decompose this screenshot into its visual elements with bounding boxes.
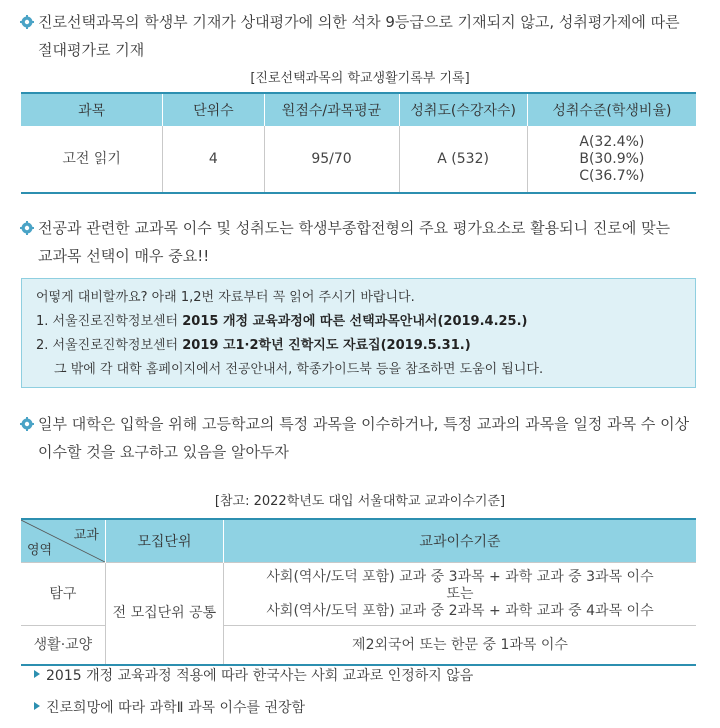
- corner-subject-label: 교과: [73, 528, 99, 543]
- table-row: [21, 563, 696, 626]
- level-c: C(36.7%): [579, 167, 645, 184]
- note-intro: 어떻게 대비할까요? 아래 1,2번 자료부터 꼭 읽어 주시기 바랍니다.: [36, 290, 415, 305]
- cell-area-inquiry: 탐구: [21, 563, 105, 626]
- cell-units: 4: [163, 126, 264, 193]
- note-item-1-prefix: 1. 서울진로진학정보센터: [36, 314, 183, 329]
- table-1-caption: [진로선택과목의 학교생활기록부 기록]: [250, 71, 470, 86]
- cell-subject: 고전 읽기: [62, 150, 121, 167]
- note-item-1: [36, 310, 695, 334]
- bullet-2-line-1: 전공과 관련한 교과목 이수 및 성취도는 학생부종합전형의 주요 평가요소로 활용되니 진로에 맞는: [38, 219, 671, 237]
- header-units: 단위수: [163, 93, 264, 126]
- bullet-1-line-2: 절대평가로 기재: [38, 41, 145, 59]
- header-criteria: 교과이수기준: [224, 519, 697, 563]
- criteria-line-2: 사회(역사/도덕 포함) 교과 중 2과목 + 과학 교과 중 4과목 이수: [266, 602, 654, 619]
- table-row: [21, 126, 696, 193]
- table-header-row: [21, 519, 696, 563]
- criteria-line-1: 사회(역사/도덕 포함) 교과 중 3과목 + 과학 교과 중 3과목 이수: [266, 568, 654, 585]
- level-b: B(30.9%): [579, 150, 645, 167]
- header-achievement: 성취도(수강자수): [399, 93, 527, 126]
- bullet-3-line-2: 이수할 것을 요구하고 있음을 알아두자: [38, 443, 289, 461]
- criteria-or: 또는: [446, 585, 474, 602]
- gear-icon: [20, 221, 34, 235]
- gear-icon: [20, 15, 34, 29]
- cell-area-liberal: 생활·교양: [21, 626, 105, 666]
- footnote-2: [46, 697, 305, 717]
- header-unit: 모집단위: [105, 519, 223, 563]
- header-score: 원점수/과목평균: [264, 93, 399, 126]
- bullet-paragraph-2: [38, 214, 698, 270]
- cell-unit-common: 전 모집단위 공통: [105, 563, 223, 666]
- bullet-paragraph-3: [38, 410, 698, 466]
- note-item-2: [36, 334, 695, 358]
- footnote-2-text: 진로희망에 따라 과학Ⅱ 과목 이수를 권장함: [46, 700, 306, 716]
- note-item-2-prefix: 2. 서울진로진학정보센터: [36, 338, 183, 353]
- level-a: A(32.4%): [579, 133, 645, 150]
- footnote-1-text: 2015 개정 교육과정 적용에 따라 한국사는 사회 교과로 인정하지 않음: [46, 668, 474, 684]
- bullet-2-line-2: 교과목 선택이 매우 중요!!: [38, 247, 210, 265]
- gear-icon: [20, 417, 34, 431]
- cell-criteria-inquiry: [224, 563, 697, 626]
- school-record-table: [21, 92, 696, 194]
- note-extra: 그 밖에 각 대학 홈페이지에서 전공안내서, 학종가이드북 등을 참조하면 도움이 됩니다.: [54, 362, 544, 377]
- bullet-paragraph-1: [38, 8, 698, 64]
- triangle-right-icon: [34, 702, 40, 710]
- snu-course-criteria-table: [21, 518, 696, 666]
- cell-levels: [527, 126, 696, 193]
- cell-achievement: A (532): [399, 126, 527, 193]
- table-header-row: [21, 93, 696, 126]
- cell-score: 95/70: [264, 126, 399, 193]
- triangle-right-icon: [34, 670, 40, 678]
- bullet-3-line-1: 일부 대학은 입학을 위해 고등학교의 특정 과목을 이수하거나, 특정 교과의 과목을 일정 과목 수 이상: [38, 415, 690, 433]
- header-subject: 과목: [21, 93, 163, 126]
- footnote-1: [46, 665, 473, 685]
- corner-area-label: 영역: [27, 543, 53, 558]
- header-levels: 성취수준(학생비율): [527, 93, 696, 126]
- bullet-1-line-1: 진로선택과목의 학생부 기재가 상대평가에 의한 석차 9등급으로 기재되지 않고, 성취평가제에 따른: [38, 13, 680, 31]
- table-2-caption: [참고: 2022학년도 대입 서울대학교 교과이수기준]: [214, 494, 506, 509]
- guidance-note-box: [21, 278, 696, 388]
- note-item-1-title: 2015 개정 교육과정에 따른 선택과목안내서(2019.4.25.): [182, 314, 528, 329]
- header-corner-cell: [21, 519, 105, 563]
- cell-criteria-liberal: 제2외국어 또는 한문 중 1과목 이수: [224, 626, 697, 666]
- note-item-2-title: 2019 고1·2학년 진학지도 자료집(2019.5.31.): [182, 338, 471, 353]
